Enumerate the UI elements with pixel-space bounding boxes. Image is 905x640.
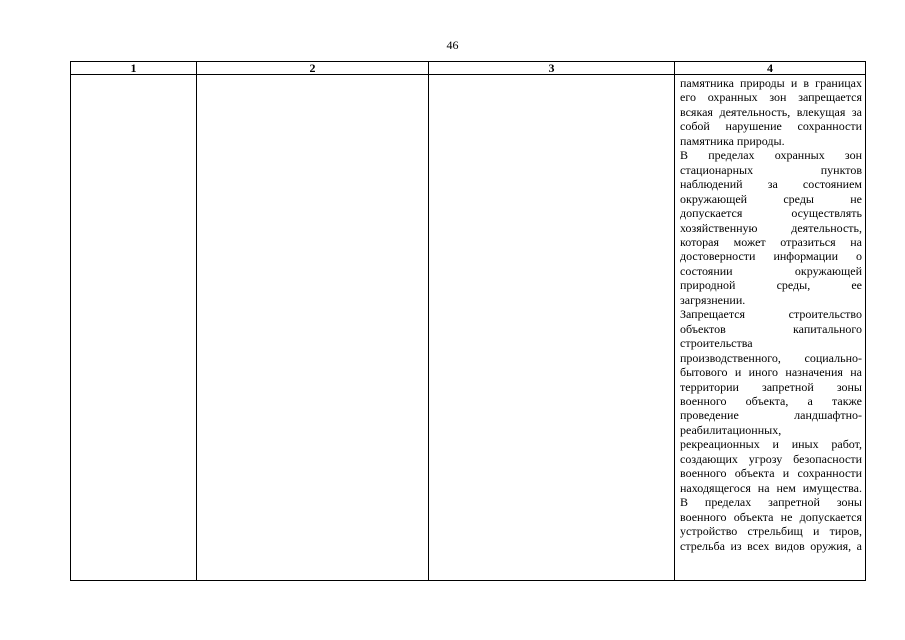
text-line: рекреационных и иных работ, — [680, 437, 862, 452]
text-line: загрязнении. — [680, 292, 746, 307]
text-line: стрельба из всех видов оружия, а — [680, 538, 862, 553]
text-line: достоверности информации о — [680, 249, 862, 264]
text-line: строительства — [680, 336, 753, 351]
text-line: реабилитационных, — [680, 422, 782, 437]
text-line: его охранных зон запрещается — [680, 90, 862, 105]
text-line: всякая деятельность, влекущая за — [680, 104, 862, 119]
column-header-4: 4 — [675, 62, 866, 75]
page-number: 46 — [446, 38, 459, 52]
text-line: окружающей среды не — [680, 191, 862, 206]
text-line: создающих угрозу безопасности — [680, 451, 862, 466]
cell-col-1 — [71, 75, 197, 581]
text-line: стационарных пунктов — [680, 162, 862, 177]
text-line: В пределах запретной зоны — [680, 495, 862, 510]
text-line: бытового и иного назначения на — [680, 365, 862, 380]
text-line: военного объекта не допускается — [680, 509, 862, 524]
text-line: памятника природы. — [680, 133, 785, 148]
table-row — [71, 75, 866, 581]
text-line: В пределах охранных зон — [680, 148, 862, 163]
table-header-row — [71, 62, 866, 75]
text-line: которая может отразиться на — [680, 234, 862, 249]
text-line: военного объекта и сохранности — [680, 466, 862, 481]
document-table — [70, 61, 866, 581]
text-line: допускается осуществлять — [680, 206, 862, 221]
text-line: собой нарушение сохранности — [680, 119, 862, 134]
text-line: проведение ландшафтно- — [680, 408, 862, 423]
text-line: наблюдений за состоянием — [680, 177, 862, 192]
text-line: состоянии окружающей — [680, 263, 862, 278]
text-line: природной среды, ее — [680, 278, 862, 293]
text-line: Запрещается строительство — [680, 307, 862, 322]
column-header-1: 1 — [71, 62, 197, 75]
cell-col-2 — [197, 75, 429, 581]
text-line: находящегося на нем имущества. — [680, 480, 862, 495]
cell-col-3 — [429, 75, 675, 581]
text-line: устройство стрельбищ и тиров, — [680, 524, 862, 539]
text-line: военного объекта, а также — [680, 393, 862, 408]
text-line: памятника природы и в границах — [680, 76, 862, 90]
text-line: производственного, социально- — [680, 350, 862, 365]
text-line: территории запретной зоны — [680, 379, 862, 394]
text-line: хозяйственную деятельность, — [680, 220, 862, 235]
column-header-3: 3 — [429, 62, 675, 75]
cell-col-4-text — [675, 75, 866, 581]
text-line: объектов капитального — [680, 321, 862, 336]
column-header-2: 2 — [197, 62, 429, 75]
